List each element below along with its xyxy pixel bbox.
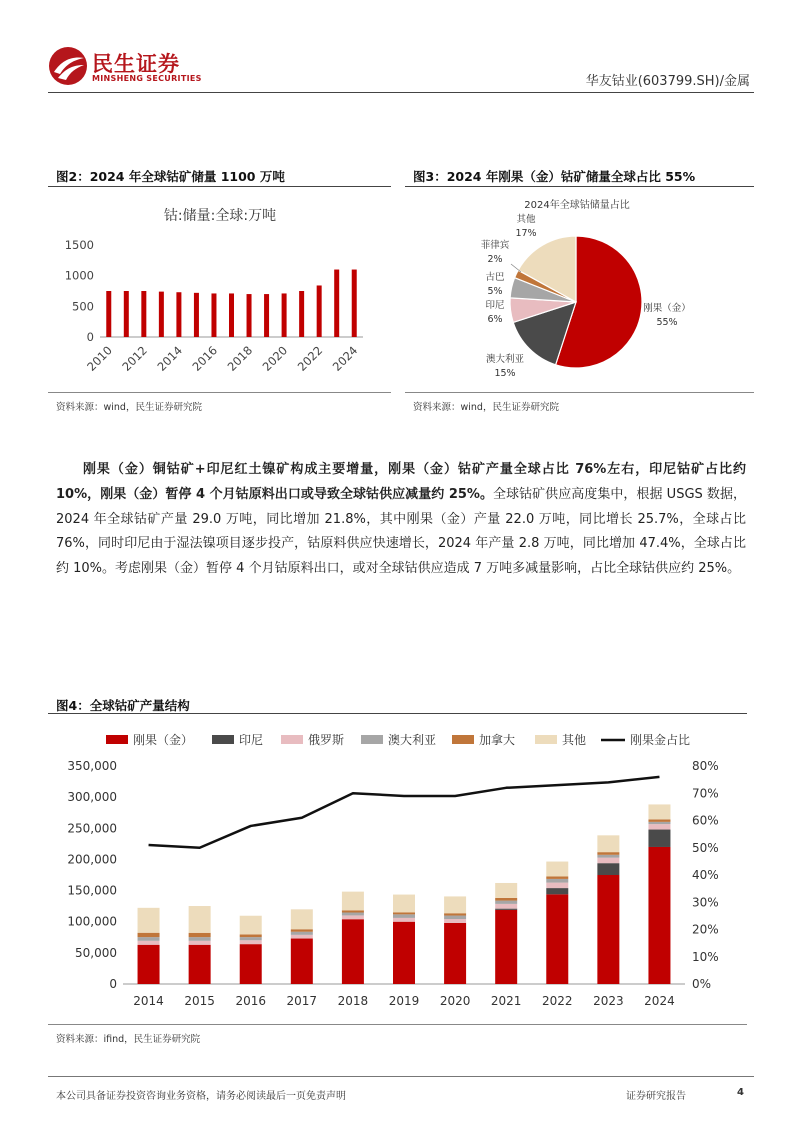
fig4-bar-segment-2024	[648, 847, 670, 984]
fig4-bar-segment-2016	[240, 916, 262, 935]
fig4-bar-segment-2015	[189, 933, 211, 937]
fig2-bar-2014	[176, 292, 181, 337]
fig4-y-tick-label: 0	[109, 977, 117, 991]
fig2-title: 图2：2024 年全球钴矿储量 1100 万吨	[56, 169, 285, 184]
fig4-legend-label: 加拿大	[479, 733, 516, 747]
fig2-y-tick-label: 1500	[64, 238, 94, 252]
fig4-bar-segment-2018	[342, 892, 364, 911]
fig4-bar-segment-2022	[546, 879, 568, 883]
fig2-y-tick-label: 500	[72, 299, 94, 314]
fig4-legend-label: 其他	[562, 733, 587, 747]
fig2-x-tick-label: 2016	[189, 343, 221, 374]
fig4-y-tick-label: 50,000	[75, 945, 117, 960]
fig4-bar-segment-2022	[546, 876, 568, 878]
fig3-title: 图3：2024 年刚果（金）钴矿储量全球占比 55%	[413, 169, 696, 184]
fig4-bar-segment-2018	[342, 910, 364, 912]
fig4-y2-tick-label: 0%	[692, 977, 712, 991]
fig4-bar-segment-2021	[495, 904, 517, 909]
fig4-y-tick-label: 150,000	[67, 883, 117, 898]
fig2-bar-2010	[106, 291, 111, 337]
fig2-bar-2017	[229, 293, 234, 337]
footer-divider	[48, 1076, 754, 1077]
fig4-x-tick-label: 2022	[541, 994, 573, 1008]
fig4-legend-swatch	[452, 735, 474, 744]
fig4-x-tick-label: 2020	[439, 994, 471, 1008]
fig3-slice-value-label: 15%	[494, 368, 516, 379]
fig4-bar-segment-2017	[291, 935, 313, 939]
fig4-bar-segment-2024	[648, 830, 670, 847]
fig4-bar-segment-2023	[597, 858, 619, 863]
fig4-bar-segment-2016	[240, 940, 262, 944]
fig4-bar-segment-2017	[291, 939, 313, 984]
paragraph-lead: 刚果（金）铜钴矿+印尼红土镍矿构成主要增量，刚果（金）钴矿产量全球占比 76%左右，印尼钴矿占比约 10%，刚果（金）暂停 4 个月钴原料出口或导致全球钴供应减量约 25%。	[56, 462, 746, 502]
paragraph-body: 全球钴矿供应高度集中，根据 USGS 数据，2024 年全球钴矿产量 29.0 万吨，同比增加 21.8%，其中刚果（金）产量 22.0 万吨，同比增长 25.7%，全球占比 76%，同时印尼由于湿法镍项目逐步投产，钴原料供应快速增长，2024 年产量 2.8 万吨，同比增加 47.4%，全球占比约 10%。考虑刚果（金）暂停 4 个月钴原料出口，或对全球钴供应造成 7 万吨多减量影响，占比全球钴供应约 25%。	[56, 486, 747, 577]
footer-report-type: 证券研究报告	[626, 1091, 686, 1102]
fig4-bar-segment-2018	[342, 919, 364, 984]
fig4-bar-segment-2020	[444, 916, 466, 919]
header-divider	[48, 92, 754, 93]
fig4-bar-segment-2021	[495, 898, 517, 901]
fig2-x-tick-label: 2010	[84, 343, 115, 374]
fig4-bar-segment-2019	[393, 918, 415, 922]
fig2-y-tick-label: 1000	[64, 268, 94, 283]
fig4-y-tick-label: 350,000	[67, 759, 117, 773]
fig4-x-tick-label: 2018	[337, 994, 369, 1008]
fig4-bar-segment-2023	[597, 863, 619, 875]
fig4-y2-tick-label: 60%	[692, 813, 719, 828]
fig4-bar-segment-2014	[138, 908, 160, 933]
fig4-bar-segment-2022	[546, 888, 568, 894]
fig4-bar-segment-2016	[240, 944, 262, 984]
fig4-bar-segment-2023	[597, 835, 619, 852]
fig4-bar-segment-2017	[291, 909, 313, 929]
fig2-bar-2022	[317, 285, 322, 337]
brand-name-cn: 民生证券	[92, 52, 180, 76]
fig2-x-tick-label: 2012	[119, 343, 150, 374]
fig3-slice-value-label: 17%	[515, 228, 537, 239]
fig4-bar-segment-2016	[240, 937, 262, 940]
minsheng-logo-icon	[48, 46, 88, 86]
fig4-legend-label: 刚果金占比	[630, 733, 691, 747]
fig4-legend-label: 俄罗斯	[308, 733, 345, 747]
fig3-source: 资料来源：wind，民生证券研究院	[413, 402, 559, 413]
fig4-bar-segment-2020	[444, 913, 466, 915]
fig3-slice-name-label: 刚果（金）	[643, 303, 691, 314]
fig3-slice-value-label: 55%	[656, 317, 678, 328]
fig4-bar-segment-2020	[444, 923, 466, 984]
fig4-chart	[48, 718, 748, 1018]
fig4-share-line	[149, 777, 660, 848]
fig4-bar-segment-2021	[495, 910, 517, 984]
fig4-x-tick-label: 2023	[593, 994, 624, 1008]
fig4-legend-swatch	[281, 735, 303, 744]
fig2-title-underline	[48, 186, 391, 187]
fig4-y2-tick-label: 80%	[692, 759, 719, 773]
fig4-title: 图4：全球钴矿产量结构	[56, 698, 190, 713]
fig4-bar-segment-2024	[648, 824, 670, 829]
fig4-bar-segment-2015	[189, 941, 211, 945]
fig2-bar-2024	[352, 270, 357, 337]
fig3-chart	[405, 190, 754, 390]
fig4-legend-label: 印尼	[239, 733, 264, 747]
fig4-bar-segment-2015	[189, 945, 211, 984]
fig4-y2-tick-label: 10%	[692, 949, 719, 964]
fig4-legend-swatch	[535, 735, 557, 744]
fig4-legend-swatch	[361, 735, 383, 744]
fig2-y-tick-label: 0	[86, 330, 94, 344]
fig3-slice-name-label: 其他	[516, 214, 536, 225]
fig3-slice-name-label: 印尼	[485, 300, 505, 311]
fig4-y2-tick-label: 70%	[692, 786, 719, 801]
fig4-y2-tick-label: 20%	[692, 922, 719, 937]
fig3-slice-name-label: 澳大利亚	[485, 354, 525, 365]
fig4-x-tick-label: 2016	[235, 994, 267, 1008]
fig2-x-tick-label: 2024	[329, 343, 361, 374]
fig4-bar-segment-2015	[189, 937, 211, 941]
fig2-bar-2018	[247, 294, 252, 337]
fig2-bar-2016	[211, 293, 216, 337]
fig3-slice-name-label: 菲律宾	[480, 240, 510, 251]
fig4-bar-segment-2014	[138, 945, 160, 984]
body-paragraph	[56, 458, 746, 582]
fig2-x-tick-label: 2020	[259, 343, 291, 374]
fig2-bar-2019	[264, 294, 269, 337]
fig4-bar-segment-2021	[495, 901, 517, 904]
fig2-chart-title: 钴:储量:全球:万吨	[163, 208, 277, 224]
fig2-x-tick-label: 2022	[294, 343, 326, 374]
fig3-slice-value-label: 2%	[487, 254, 503, 265]
fig2-bar-2020	[282, 293, 287, 337]
fig4-bar-segment-2017	[291, 932, 313, 935]
fig4-legend-label: 刚果（金）	[133, 733, 194, 747]
fig4-legend-swatch	[106, 735, 128, 744]
fig4-bar-segment-2018	[342, 912, 364, 915]
fig4-y-tick-label: 300,000	[67, 790, 117, 805]
fig2-bar-2021	[299, 291, 304, 337]
fig2-bar-2023	[334, 270, 339, 337]
fig4-y2-tick-label: 40%	[692, 868, 719, 882]
fig4-bar-segment-2017	[291, 929, 313, 931]
fig3-slice-value-label: 6%	[487, 314, 503, 325]
fig3-slice-name-label: 古巴	[485, 272, 505, 283]
fig4-legend-label: 澳大利亚	[388, 733, 437, 747]
page-number: 4	[737, 1087, 744, 1098]
fig2-bottom-rule	[48, 392, 391, 393]
fig4-bar-segment-2024	[648, 819, 670, 821]
fig4-x-tick-label: 2017	[286, 994, 318, 1008]
report-title: 华友钴业(603799.SH)/金属	[585, 74, 750, 89]
fig4-bar-segment-2023	[597, 852, 619, 855]
fig4-title-underline	[48, 713, 747, 714]
fig2-x-tick-label: 2014	[154, 343, 186, 374]
brand-name-en: MINSHENG SECURITIES	[92, 74, 202, 83]
fig4-bar-segment-2023	[597, 855, 619, 858]
fig4-y-tick-label: 200,000	[67, 852, 117, 867]
fig4-bar-segment-2018	[342, 915, 364, 919]
fig4-bar-segment-2014	[138, 941, 160, 945]
fig2-bar-2011	[124, 291, 129, 337]
fig4-x-tick-label: 2021	[490, 994, 522, 1008]
fig4-x-tick-label: 2019	[388, 994, 420, 1008]
fig4-bar-segment-2024	[648, 804, 670, 819]
footer-disclaimer: 本公司具备证券投资咨询业务资格，请务必阅读最后一页免责声明	[56, 1091, 346, 1102]
fig2-bar-2013	[159, 292, 164, 337]
fig4-source: 资料来源：ifind，民生证券研究院	[56, 1034, 201, 1045]
fig4-bar-segment-2021	[495, 883, 517, 898]
fig4-bar-segment-2020	[444, 919, 466, 923]
fig4-y-tick-label: 250,000	[67, 821, 117, 836]
fig4-bottom-rule	[48, 1024, 747, 1025]
fig4-bar-segment-2014	[138, 937, 160, 941]
fig4-bar-segment-2019	[393, 914, 415, 918]
fig2-source: 资料来源：wind，民生证券研究院	[56, 402, 202, 413]
fig4-bar-segment-2015	[189, 906, 211, 933]
fig4-bar-segment-2020	[444, 896, 466, 913]
fig4-bar-segment-2019	[393, 922, 415, 984]
fig4-legend-swatch	[212, 735, 234, 744]
fig4-y2-tick-label: 30%	[692, 895, 719, 910]
fig4-y-tick-label: 100,000	[67, 914, 117, 929]
fig4-bar-segment-2022	[546, 894, 568, 984]
fig4-bar-segment-2016	[240, 934, 262, 937]
fig4-bar-segment-2024	[648, 822, 670, 824]
fig4-x-tick-label: 2024	[644, 994, 675, 1008]
fig4-bar-segment-2023	[597, 875, 619, 984]
fig2-x-tick-label: 2018	[224, 343, 256, 374]
fig2-bar-2012	[141, 291, 146, 337]
fig3-chart-title: 2024年全球钴储量占比	[524, 200, 630, 211]
fig4-bar-segment-2022	[546, 862, 568, 877]
fig4-bar-segment-2022	[546, 883, 568, 888]
fig2-bar-2015	[194, 293, 199, 337]
fig3-slice-value-label: 5%	[487, 286, 503, 297]
fig2-chart	[48, 190, 393, 390]
fig4-x-tick-label: 2014	[133, 994, 164, 1008]
fig4-y2-tick-label: 50%	[692, 840, 719, 855]
fig4-x-tick-label: 2015	[184, 994, 215, 1008]
fig4-bar-segment-2021	[495, 909, 517, 910]
fig4-bar-segment-2019	[393, 895, 415, 913]
fig3-bottom-rule	[405, 392, 754, 393]
fig3-title-underline	[405, 186, 754, 187]
fig4-bar-segment-2019	[393, 912, 415, 914]
fig4-bar-segment-2014	[138, 933, 160, 937]
